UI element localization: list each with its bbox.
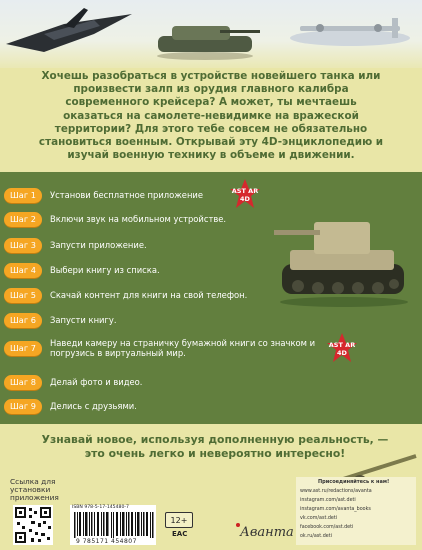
social-link[interactable]: www.ast.ru/redactions/avanta [300,489,372,494]
step-text: Наведи камеру на страничку бумажной книги со значком и погрузись в виртуальный мир. [50,338,316,358]
step-text: Делись с друзьями. [50,401,137,411]
step-text: Запусти книгу. [50,315,117,325]
step-badge: Шаг 3 [4,238,42,253]
step-text: Скачай контент для книги на свой телефон. [50,290,248,300]
step-text: Делай фото и видео. [50,377,143,387]
ast-ar-4d-logo [229,178,261,214]
step-3 [4,237,147,253]
step-text: Запусти приложение. [50,240,147,250]
social-link[interactable]: facebook.com/ast.deti [300,525,354,530]
barcode-number: 9 785171 454807 [76,538,137,545]
step-2 [4,211,226,227]
step-1 [4,187,203,203]
isbn: ISBN 978-5-17-145480-7 [72,505,129,510]
logo-number: 4D [337,349,347,357]
step-badge: Шаг 8 [4,375,42,390]
step-badge: Шаг 2 [4,212,42,227]
age-rating-badge: 12+ [165,512,193,528]
social-link[interactable]: instagram.com/avanta_books [300,507,371,512]
step-badge: Шаг 5 [4,288,42,303]
logo-text: AST AR [328,341,356,349]
intro-text: Хочешь разобраться в устройстве новейшего танка или произвести залп из орудия главного калибра современного крейсера? А может, ты мечтаешь оказаться на самолете-невидимке на вражеской территории? Для этого тебе совсем не обязательно становиться военным. Открывай эту 4D-энциклопедию и изучай военную технику в объеме и движении. [38,70,384,162]
qr-code-image[interactable] [13,505,53,545]
eac-mark: EAC [172,530,188,538]
outro-text: Узнавай новое, используя дополненную реальность, — это очень легко и невероятно интересно! [41,433,389,460]
step-badge: Шаг 9 [4,399,42,414]
logo-text: AST AR [231,187,259,195]
publisher-logo: Аванта [240,525,294,540]
steps-panel [0,172,422,424]
step-badge: Шаг 1 [4,188,42,203]
qr-label: Ссылка для установки приложения [10,477,59,503]
step-text: Установи бесплатное приложение [50,190,204,200]
military-vehicles-illustration [0,0,422,68]
tank-image [150,6,260,62]
social-title: Присоединяйтесь к нам! [318,479,390,485]
ast-ar-4d-logo [326,332,358,368]
step-4 [4,262,160,278]
tank-image [272,200,412,310]
social-link[interactable]: instagram.com/ast.deti [300,498,356,503]
step-badge: Шаг 6 [4,313,42,328]
step-8 [4,374,142,390]
step-7 [4,336,350,360]
step-badge: Шаг 4 [4,263,42,278]
stealth-jet-image [4,4,134,60]
social-link[interactable]: vk.com/ast.deti [300,516,338,521]
step-text: Выбери книгу из списка. [50,265,160,275]
step-5 [4,287,247,303]
step-9 [4,398,137,414]
step-badge: Шаг 7 [4,341,42,356]
barcode-image [74,512,154,538]
logo-number: 4D [240,195,250,203]
step-text: Включи звук на мобильном устройстве. [50,214,227,224]
social-link[interactable]: ok.ru/ast.deti [300,534,332,539]
transport-aircraft-image [280,4,420,64]
step-6 [4,312,117,328]
